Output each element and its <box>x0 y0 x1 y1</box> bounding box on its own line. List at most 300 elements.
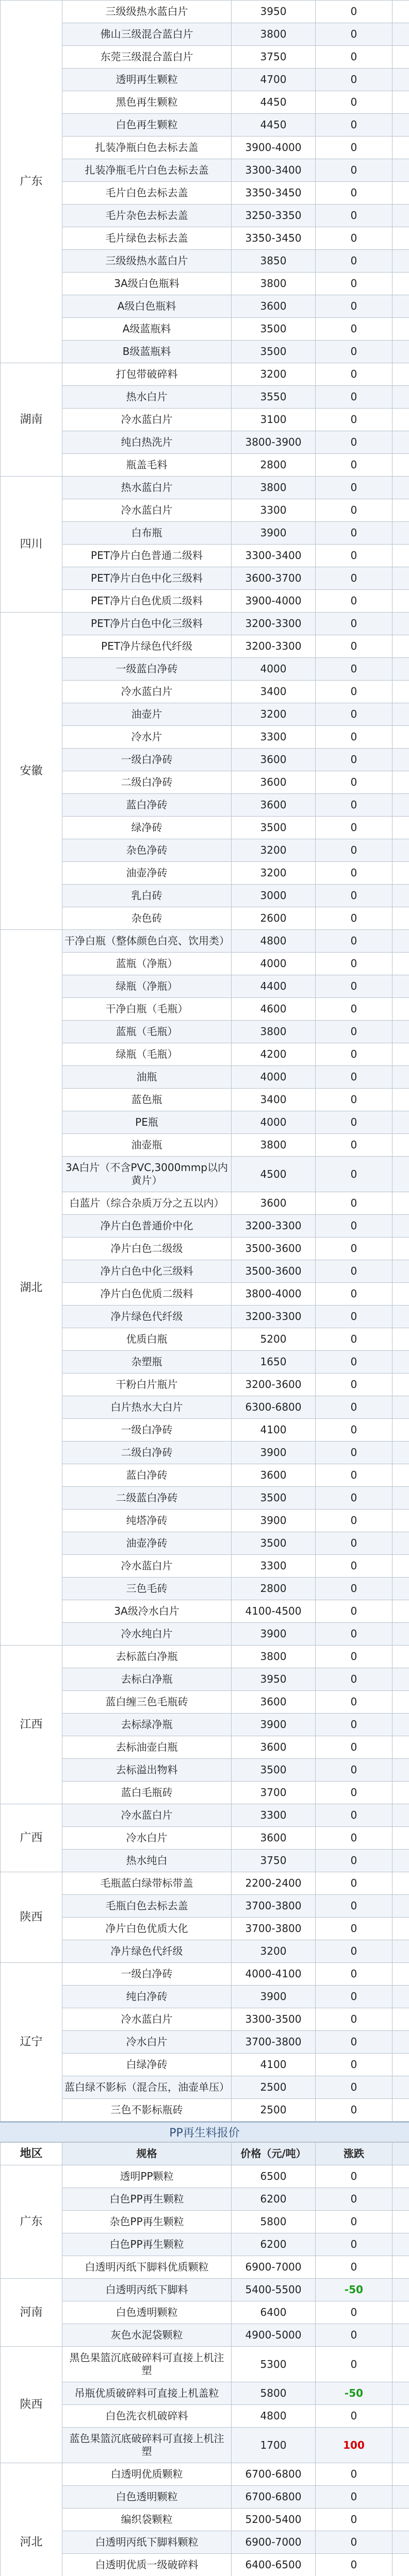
spec-cell: 白布瓶 <box>62 522 232 545</box>
change-cell: 0 <box>316 1532 392 1555</box>
price-cell: 3800 <box>232 1134 316 1157</box>
price-cell: 3950 <box>232 1 316 23</box>
price-cell: 3800 <box>232 1646 316 1668</box>
price-cell: 5800 <box>232 2382 316 2405</box>
spec-cell: 一级白净砖 <box>62 1963 232 1986</box>
extra-cell <box>392 545 409 567</box>
price-cell: 3500 <box>232 1532 316 1555</box>
extra-cell <box>392 1532 409 1555</box>
spec-cell: 纯白净砖 <box>62 1986 232 2008</box>
price-cell: 3200 <box>232 1940 316 1963</box>
change-cell: 0 <box>316 1510 392 1532</box>
change-cell: 0 <box>316 1419 392 1442</box>
spec-cell: 蓝色果篮沉底破碎料可直接上机注塑 <box>62 2428 232 2463</box>
spec-cell: 冷水蓝白片 <box>62 1804 232 1827</box>
extra-cell <box>392 703 409 726</box>
spec-cell: 纯白热洗片 <box>62 431 232 454</box>
change-cell: 0 <box>316 1668 392 1691</box>
extra-cell <box>392 681 409 703</box>
spec-cell: 白蓝片（综合杂质万分之五以内） <box>62 1192 232 1215</box>
change-cell: 0 <box>316 2099 392 2122</box>
region-cell: 广西 <box>1 1804 62 1872</box>
spec-cell: 热水纯白 <box>62 1850 232 1872</box>
region-cell: 河北 <box>1 2463 62 2576</box>
change-cell: 0 <box>316 635 392 658</box>
change-cell: 0 <box>316 590 392 613</box>
change-cell: 0 <box>316 2509 392 2531</box>
spec-cell: 白片热水大白片 <box>62 1396 232 1419</box>
price-cell: 6200 <box>232 2233 316 2256</box>
extra-cell <box>392 2211 409 2233</box>
price-cell: 4000 <box>232 1111 316 1134</box>
spec-cell: PET净片白色中化三级料 <box>62 613 232 635</box>
change-cell: 0 <box>316 749 392 771</box>
extra-cell <box>392 1021 409 1043</box>
price-cell: 3700-3800 <box>232 1918 316 1940</box>
spec-cell: 一级蓝白净砖 <box>62 658 232 681</box>
change-cell: 0 <box>316 1714 392 1736</box>
price-cell: 3250-3350 <box>232 205 316 227</box>
extra-cell <box>392 341 409 363</box>
change-cell: 0 <box>316 205 392 227</box>
price-cell: 5200 <box>232 1328 316 1351</box>
spec-cell: 白色透明颗粒 <box>62 2301 232 2324</box>
extra-cell <box>392 839 409 862</box>
change-cell: 0 <box>316 1260 392 1283</box>
spec-cell: 杂塑瓶 <box>62 1351 232 1374</box>
extra-cell <box>392 2428 409 2463</box>
change-cell: 0 <box>316 1396 392 1419</box>
spec-cell: 乳白砖 <box>62 885 232 907</box>
spec-cell: 吊瓶优质破碎料可直接上机盖粒 <box>62 2382 232 2405</box>
extra-cell <box>392 1396 409 1419</box>
spec-cell: 透明PP颗粒 <box>62 2165 232 2188</box>
table-row <box>1 1 409 23</box>
price-cell: 3500-3600 <box>232 1260 316 1283</box>
price-cell: 3800-3900 <box>232 431 316 454</box>
extra-cell <box>392 1578 409 1600</box>
change-cell: 0 <box>316 1215 392 1238</box>
extra-cell <box>392 114 409 137</box>
region-cell: 辽宁 <box>1 1963 62 2122</box>
change-cell: 0 <box>316 318 392 341</box>
spec-cell: 白透明优质一级破碎料 <box>62 2554 232 2576</box>
spec-cell: 黑色再生颗粒 <box>62 91 232 114</box>
change-cell: 0 <box>316 1043 392 1066</box>
change-cell: 0 <box>316 1555 392 1578</box>
extra-cell <box>392 2405 409 2428</box>
change-cell: 0 <box>316 182 392 205</box>
price-cell: 3600 <box>232 771 316 794</box>
spec-cell: 白色再生颗粒 <box>62 114 232 137</box>
spec-cell: 灰色水泥袋颗粒 <box>62 2324 232 2347</box>
extra-cell <box>392 318 409 341</box>
price-cell: 4100-4500 <box>232 1600 316 1623</box>
spec-cell: 蓝白缠三色毛瓶砖 <box>62 1691 232 1714</box>
spec-cell: 白色PP再生颗粒 <box>62 2233 232 2256</box>
change-cell: 0 <box>316 726 392 749</box>
spec-cell: 白色透明颗粒 <box>62 2486 232 2509</box>
extra-cell <box>392 2324 409 2347</box>
change-cell: 0 <box>316 2233 392 2256</box>
header-change: 涨跌 <box>316 2143 392 2165</box>
spec-cell: 绿瓶（净瓶） <box>62 975 232 998</box>
price-cell: 6900-7000 <box>232 2256 316 2279</box>
price-cell: 3900 <box>232 1623 316 1646</box>
region-cell: 广东 <box>1 2165 62 2279</box>
table-row <box>1 930 409 953</box>
spec-cell: 白色洗衣机破碎料 <box>62 2405 232 2428</box>
region-cell: 安徽 <box>1 613 62 930</box>
change-cell: 0 <box>316 431 392 454</box>
price-cell: 6400-6500 <box>232 2554 316 2576</box>
change-cell: 0 <box>316 2486 392 2509</box>
spec-cell: 三色不影标瓶砖 <box>62 2099 232 2122</box>
price-cell: 3300 <box>232 499 316 522</box>
region-cell: 湖南 <box>1 363 62 477</box>
change-cell: 0 <box>316 1464 392 1487</box>
extra-cell <box>392 1986 409 2008</box>
extra-cell <box>392 1283 409 1306</box>
spec-cell: 去标油壶白瓶 <box>62 1736 232 1759</box>
spec-cell: 蓝白净砖 <box>62 1464 232 1487</box>
spec-cell: 冷水蓝白片 <box>62 499 232 522</box>
extra-cell <box>392 1306 409 1328</box>
price-cell: 3750 <box>232 1850 316 1872</box>
region-cell: 陕西 <box>1 1872 62 1963</box>
spec-cell: A级蓝瓶料 <box>62 318 232 341</box>
price-cell: 3200-3300 <box>232 1215 316 1238</box>
change-cell: 0 <box>316 1192 392 1215</box>
price-cell: 3500 <box>232 341 316 363</box>
extra-cell <box>392 1157 409 1192</box>
change-cell: 0 <box>316 2054 392 2076</box>
price-cell: 3900 <box>232 1986 316 2008</box>
spec-cell: 净片白色优质大化 <box>62 1918 232 1940</box>
change-cell: 100 <box>316 2428 392 2463</box>
price-cell: 5200-5400 <box>232 2509 316 2531</box>
change-cell: 0 <box>316 930 392 953</box>
price-cell: 4000 <box>232 1066 316 1089</box>
price-cell: 4200 <box>232 1043 316 1066</box>
change-cell: 0 <box>316 1578 392 1600</box>
price-cell: 3600 <box>232 1736 316 1759</box>
change-cell: 0 <box>316 522 392 545</box>
price-cell: 2800 <box>232 1578 316 1600</box>
price-cell: 2200-2400 <box>232 1872 316 1895</box>
extra-cell <box>392 1963 409 1986</box>
spec-cell: 冷水白片 <box>62 1827 232 1850</box>
change-cell: 0 <box>316 69 392 91</box>
spec-cell: 3A级白色瓶料 <box>62 273 232 295</box>
spec-cell: 杂色砖 <box>62 907 232 930</box>
change-cell: 0 <box>316 91 392 114</box>
extra-cell <box>392 658 409 681</box>
extra-cell <box>392 975 409 998</box>
change-cell: 0 <box>316 1111 392 1134</box>
extra-cell <box>392 2486 409 2509</box>
change-cell: 0 <box>316 703 392 726</box>
price-cell: 3600 <box>232 295 316 318</box>
spec-cell: A级白色瓶料 <box>62 295 232 318</box>
extra-cell <box>392 46 409 69</box>
extra-cell <box>392 1374 409 1396</box>
price-cell: 3350-3450 <box>232 182 316 205</box>
extra-cell <box>392 1646 409 1668</box>
price-cell: 3700-3800 <box>232 1895 316 1918</box>
price-cell: 3400 <box>232 681 316 703</box>
change-cell: 0 <box>316 1736 392 1759</box>
extra-cell <box>392 635 409 658</box>
price-cell: 4400 <box>232 975 316 998</box>
extra-cell <box>392 1623 409 1646</box>
change-cell: 0 <box>316 817 392 839</box>
price-cell: 3300 <box>232 1804 316 1827</box>
price-cell: 3800-4000 <box>232 1283 316 1306</box>
table-row <box>1 477 409 499</box>
price-cell: 2800 <box>232 454 316 477</box>
spec-cell: 编织袋颗粒 <box>62 2509 232 2531</box>
spec-cell: 油壶净砖 <box>62 1532 232 1555</box>
spec-cell: 蓝色瓶 <box>62 1089 232 1111</box>
extra-cell <box>392 1192 409 1215</box>
extra-cell <box>392 2509 409 2531</box>
spec-cell: 毛瓶白色去标去盖 <box>62 1895 232 1918</box>
spec-cell: PET净片白色普通二级料 <box>62 545 232 567</box>
table-row <box>1 363 409 386</box>
change-cell: 0 <box>316 658 392 681</box>
change-cell: 0 <box>316 907 392 930</box>
change-cell: -50 <box>316 2279 392 2301</box>
table-row <box>1 2279 409 2301</box>
price-cell: 3550 <box>232 386 316 409</box>
price-cell: 3300 <box>232 726 316 749</box>
price-cell: 3700-3800 <box>232 2031 316 2054</box>
extra-cell <box>392 1089 409 1111</box>
change-cell: 0 <box>316 1872 392 1895</box>
change-cell: 0 <box>316 499 392 522</box>
spec-cell: 去标蓝白净瓶 <box>62 1646 232 1668</box>
extra-cell <box>392 567 409 590</box>
extra-cell <box>392 1351 409 1374</box>
change-cell: 0 <box>316 1759 392 1782</box>
table-row <box>1 1963 409 1986</box>
change-cell: 0 <box>316 1157 392 1192</box>
price-cell: 1700 <box>232 2428 316 2463</box>
change-cell: 0 <box>316 1804 392 1827</box>
spec-cell: 三色毛砖 <box>62 1578 232 1600</box>
price-cell: 3800 <box>232 273 316 295</box>
spec-cell: 冷水白片 <box>62 2031 232 2054</box>
extra-cell <box>392 1714 409 1736</box>
change-cell: 0 <box>316 295 392 318</box>
price-cell: 3350-3450 <box>232 227 316 250</box>
spec-cell: 杂色净砖 <box>62 839 232 862</box>
price-cell: 4900-5000 <box>232 2324 316 2347</box>
price-cell: 5800 <box>232 2211 316 2233</box>
change-cell: 0 <box>316 771 392 794</box>
price-cell: 3500 <box>232 318 316 341</box>
price-cell: 3500 <box>232 1487 316 1510</box>
change-cell: 0 <box>316 1487 392 1510</box>
table-row <box>1 613 409 635</box>
change-cell: 0 <box>316 159 392 182</box>
extra-cell <box>392 1804 409 1827</box>
extra-cell <box>392 1238 409 1260</box>
spec-cell: 扎装净瓶毛片白色去标去盖 <box>62 159 232 182</box>
price-cell: 2500 <box>232 2076 316 2099</box>
price-cell: 2600 <box>232 907 316 930</box>
change-cell: 0 <box>316 409 392 431</box>
extra-cell <box>392 1691 409 1714</box>
extra-cell <box>392 1668 409 1691</box>
price-cell: 4100 <box>232 1419 316 1442</box>
spec-cell: 冷水纯白片 <box>62 1623 232 1646</box>
change-cell: 0 <box>316 477 392 499</box>
price-cell: 3800 <box>232 477 316 499</box>
spec-cell: 毛片白色去标去盖 <box>62 182 232 205</box>
region-cell: 陕西 <box>1 2347 62 2463</box>
price-cell: 3900 <box>232 522 316 545</box>
price-cell: 4450 <box>232 114 316 137</box>
price-cell: 3300-3400 <box>232 159 316 182</box>
extra-cell <box>392 590 409 613</box>
region-cell: 广东 <box>1 1 62 363</box>
price-cell: 3600 <box>232 749 316 771</box>
extra-cell <box>392 1442 409 1464</box>
change-cell: 0 <box>316 1600 392 1623</box>
price-cell: 3600 <box>232 1192 316 1215</box>
spec-cell: 净片白色二级级 <box>62 1238 232 1260</box>
change-cell: -50 <box>316 2382 392 2405</box>
extra-cell <box>392 1 409 23</box>
extra-cell <box>392 1260 409 1283</box>
spec-cell: 白透明优质颗粒 <box>62 2463 232 2486</box>
spec-cell: 绿净砖 <box>62 817 232 839</box>
table-row <box>1 1872 409 1895</box>
change-cell: 0 <box>316 1306 392 1328</box>
change-cell: 0 <box>316 2076 392 2099</box>
change-cell: 0 <box>316 2347 392 2382</box>
region-cell: 江西 <box>1 1646 62 1804</box>
change-cell: 0 <box>316 839 392 862</box>
extra-cell <box>392 2054 409 2076</box>
extra-cell <box>392 227 409 250</box>
extra-cell <box>392 2301 409 2324</box>
extra-cell <box>392 2531 409 2554</box>
spec-cell: 热水蓝白片 <box>62 477 232 499</box>
price-cell: 3800 <box>232 23 316 46</box>
price-cell: 5400-5500 <box>232 2279 316 2301</box>
change-cell: 0 <box>316 386 392 409</box>
change-cell: 0 <box>316 1351 392 1374</box>
spec-cell: 蓝白毛瓶砖 <box>62 1782 232 1804</box>
extra-cell <box>392 522 409 545</box>
spec-cell: 二级白净砖 <box>62 771 232 794</box>
extra-cell <box>392 409 409 431</box>
extra-cell <box>392 1111 409 1134</box>
extra-cell <box>392 2279 409 2301</box>
spec-cell: 净片白色中化三级料 <box>62 1260 232 1283</box>
change-cell: 0 <box>316 2531 392 2554</box>
extra-cell <box>392 159 409 182</box>
extra-cell <box>392 1782 409 1804</box>
extra-cell <box>392 2031 409 2054</box>
spec-cell: 毛瓶蓝白绿带标带盖 <box>62 1872 232 1895</box>
change-cell: 0 <box>316 2211 392 2233</box>
extra-cell <box>392 998 409 1021</box>
spec-cell: 热水白片 <box>62 386 232 409</box>
spec-cell: 毛片杂色去标去盖 <box>62 205 232 227</box>
spec-cell: 优质白瓶 <box>62 1328 232 1351</box>
extra-cell <box>392 1600 409 1623</box>
price-cell: 3600 <box>232 1464 316 1487</box>
spec-cell: 二级白净砖 <box>62 1442 232 1464</box>
header-extra <box>392 2143 409 2165</box>
price-cell: 3100 <box>232 409 316 431</box>
spec-cell: 毛片绿色去标去盖 <box>62 227 232 250</box>
spec-cell: 蓝瓶（毛瓶） <box>62 1021 232 1043</box>
spec-cell: PET净片白色优质二级料 <box>62 590 232 613</box>
spec-cell: 冷水蓝白片 <box>62 1555 232 1578</box>
price-cell: 3200-3300 <box>232 1306 316 1328</box>
extra-cell <box>392 749 409 771</box>
price-cell: 4800 <box>232 930 316 953</box>
price-cell: 6400 <box>232 2301 316 2324</box>
price-cell: 3600 <box>232 1827 316 1850</box>
spec-cell: 油瓶 <box>62 1066 232 1089</box>
spec-cell: 三级级热水蓝白片 <box>62 1 232 23</box>
extra-cell <box>392 250 409 273</box>
spec-cell: 白色PP再生颗粒 <box>62 2188 232 2211</box>
header-price: 价格（元/吨） <box>232 2143 316 2165</box>
price-cell: 6200 <box>232 2188 316 2211</box>
extra-cell <box>392 386 409 409</box>
price-cell: 3300-3400 <box>232 545 316 567</box>
spec-cell: 3A级冷水白片 <box>62 1600 232 1623</box>
extra-cell <box>392 1215 409 1238</box>
price-cell: 6900-7000 <box>232 2531 316 2554</box>
extra-cell <box>392 885 409 907</box>
price-cell: 4100 <box>232 2054 316 2076</box>
price-cell: 3900 <box>232 1442 316 1464</box>
price-cell: 1650 <box>232 1351 316 1374</box>
change-cell: 0 <box>316 341 392 363</box>
pp-price-table <box>0 2142 409 2576</box>
extra-cell <box>392 1134 409 1157</box>
price-cell: 2500 <box>232 2099 316 2122</box>
extra-cell <box>392 137 409 159</box>
change-cell: 0 <box>316 273 392 295</box>
spec-cell: 瓶盖毛料 <box>62 454 232 477</box>
change-cell: 0 <box>316 363 392 386</box>
table-row <box>1 2347 409 2382</box>
spec-cell: 扎装净瓶白色去标去盖 <box>62 137 232 159</box>
extra-cell <box>392 477 409 499</box>
table-row <box>1 1646 409 1668</box>
spec-cell: 绿瓶（毛瓶） <box>62 1043 232 1066</box>
change-cell: 0 <box>316 681 392 703</box>
table-row <box>1 2165 409 2188</box>
extra-cell <box>392 817 409 839</box>
extra-cell <box>392 499 409 522</box>
change-cell: 0 <box>316 2324 392 2347</box>
spec-cell: 冷水片 <box>62 726 232 749</box>
price-cell: 3750 <box>232 46 316 69</box>
price-cell: 3200 <box>232 703 316 726</box>
price-cell: 3000 <box>232 885 316 907</box>
change-cell: 0 <box>316 862 392 885</box>
